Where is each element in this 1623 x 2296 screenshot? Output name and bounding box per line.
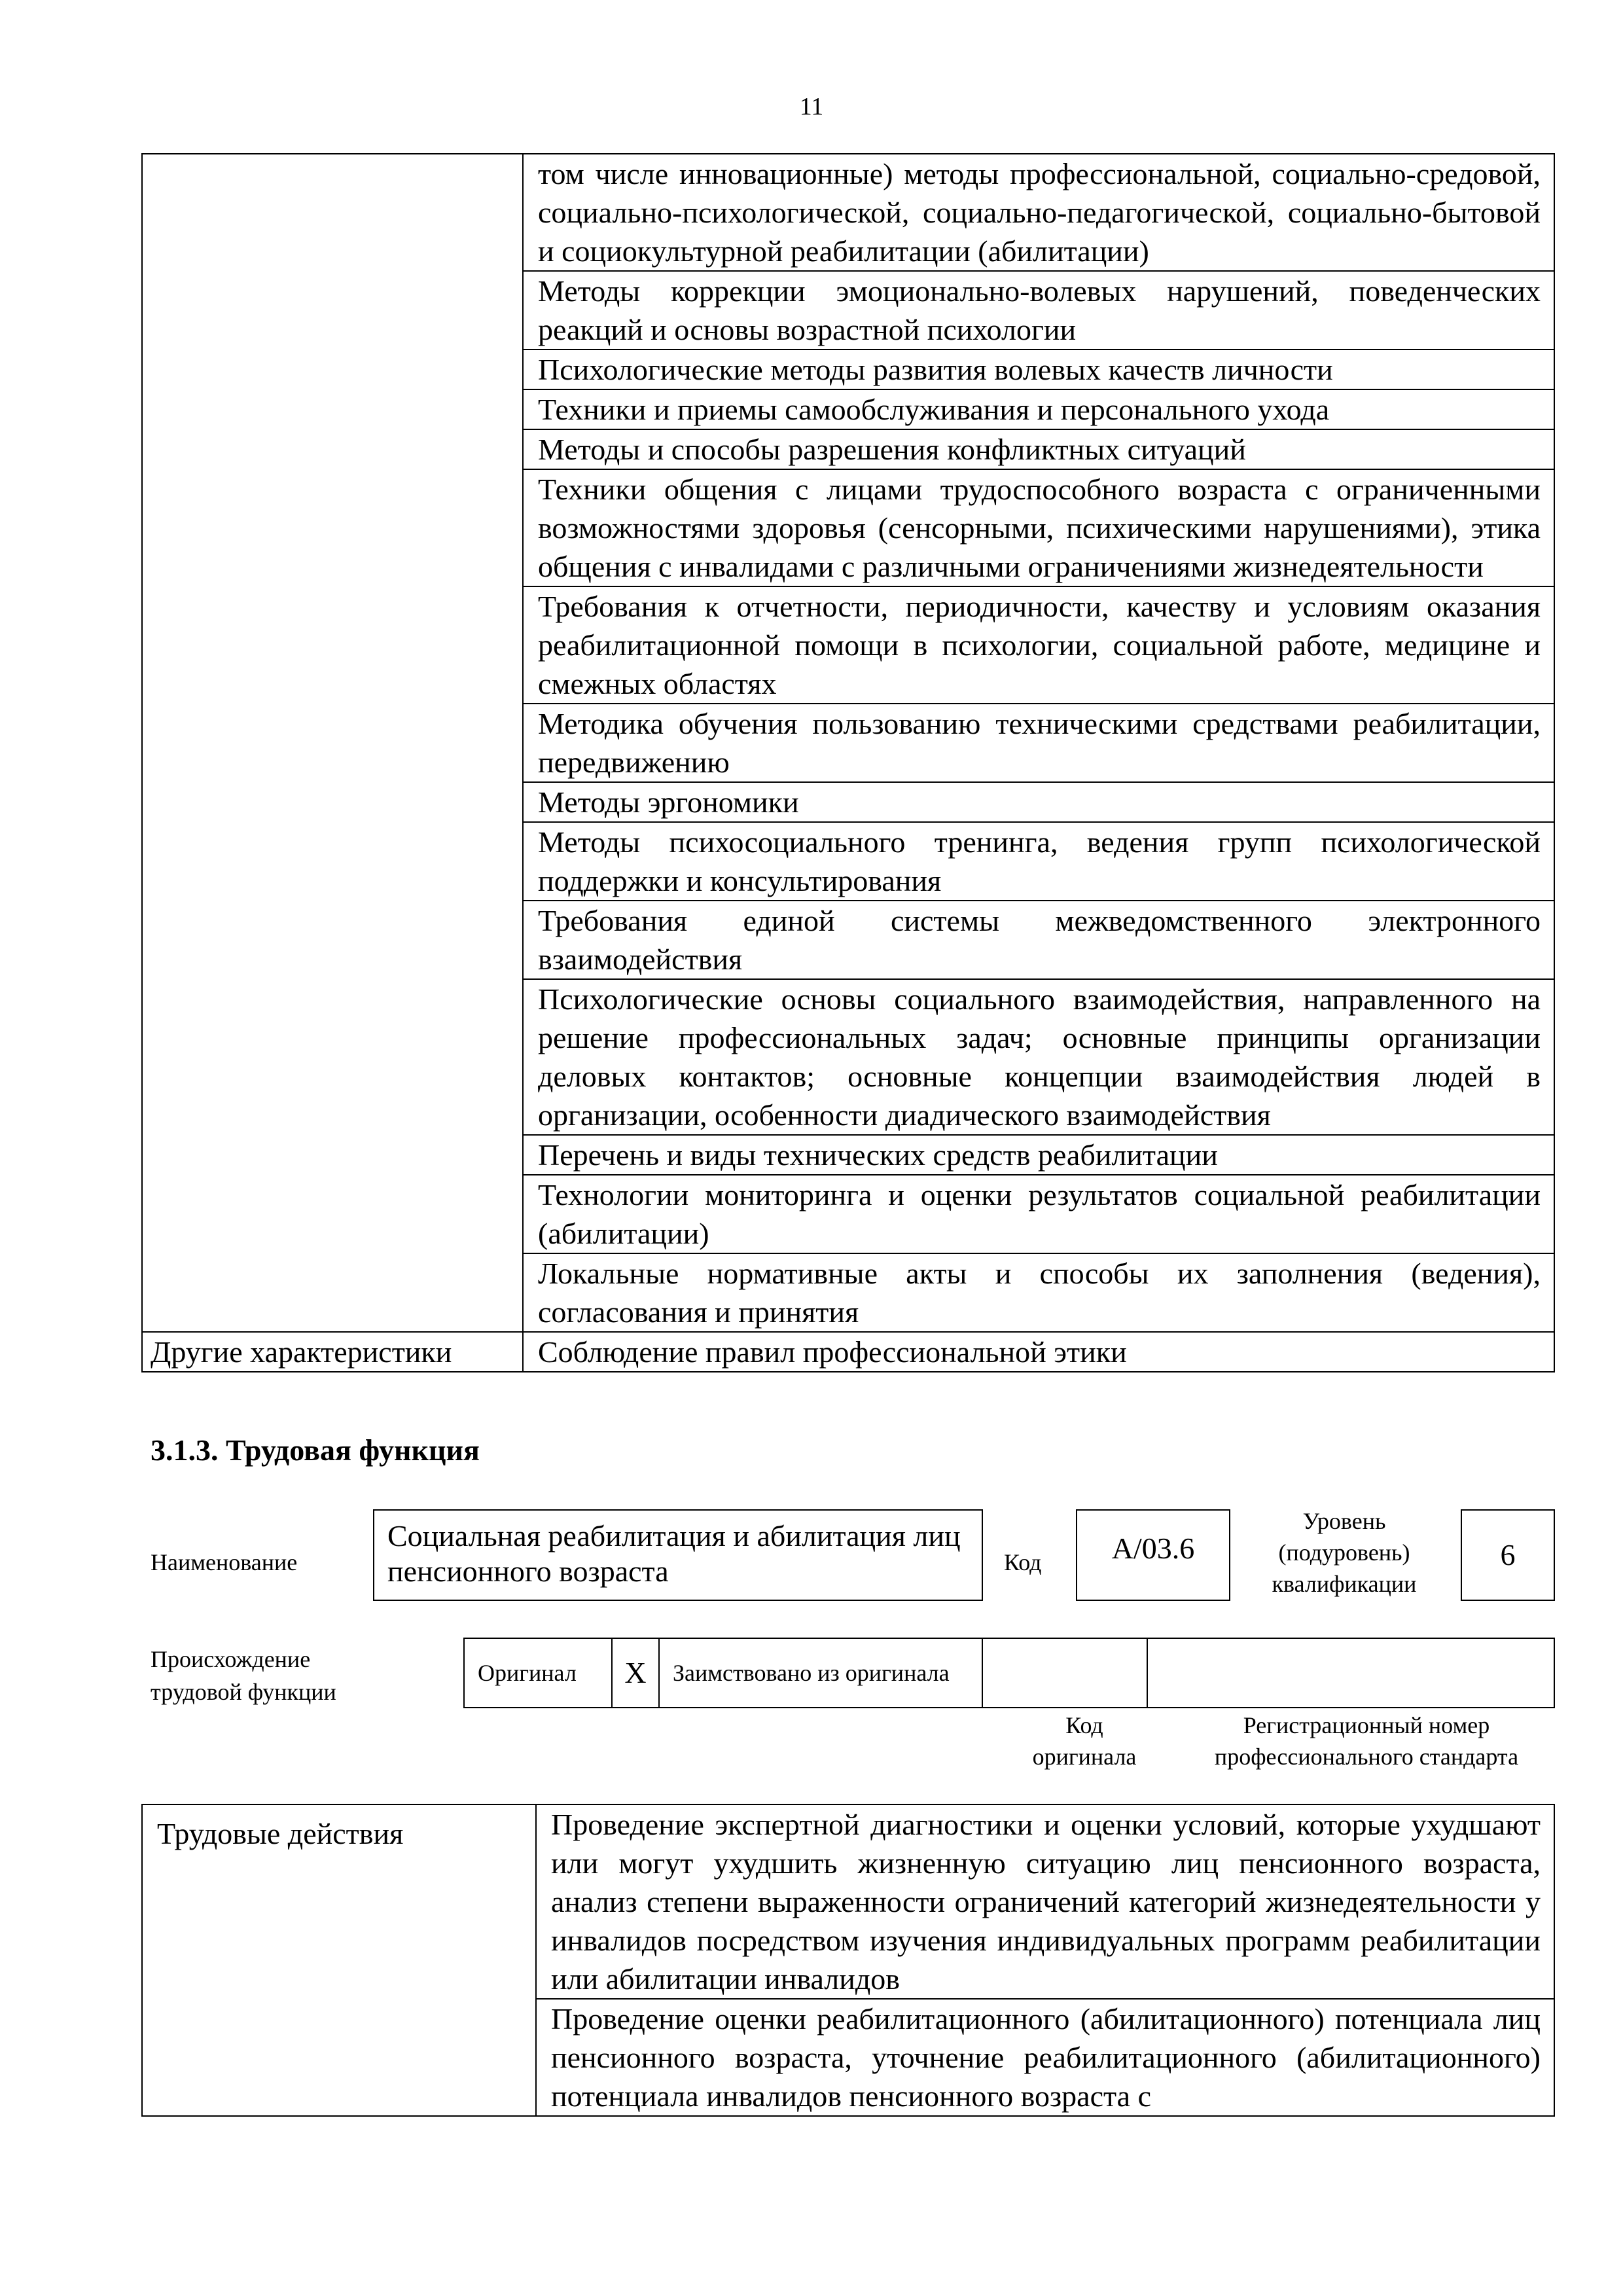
code-label: Код [1004,1549,1042,1575]
origin-label-line-1: Происхождение [151,1646,311,1672]
borrowed-label-cell: Заимствовано из оригинала [659,1638,982,1708]
original-label-cell: Оригинал [464,1638,612,1708]
name-label: Наименование [151,1549,298,1575]
original-code-caption-line-2: оригинала [1032,1744,1137,1770]
work-action-item: Проведение экспертной диагностики и оценки условий, которые ухудшают или могут ухудшить жизненную ситуацию лиц пенсионного возраста, анализ степени выраженности ограничений категорий жизнедеятельности у инвалидов посредством изучения индивидуальных программ реабилитации или абилитации инвалидов [536,1804,1554,1999]
origin-label-line-2: трудовой функции [151,1679,336,1705]
code-value-box: A/03.6 [1076,1509,1230,1601]
name-value-box: Социальная реабилитация и абилитация лиц пенсионного возраста [373,1509,983,1601]
work-actions-label: Трудовые действия [142,1804,536,2116]
registration-number-caption-line-2: профессионального стандарта [1214,1744,1519,1770]
original-mark-cell: X [612,1638,659,1708]
registration-number-caption-line-1: Регистрационный номер [1243,1712,1490,1738]
level-label [1243,1505,1445,1600]
knowledge-item: Технологии мониторинга и оценки результатов социальной реабилитации (абилитации) [523,1175,1554,1253]
original-code-caption [1003,1710,1166,1772]
knowledge-item: Техники и приемы самообслуживания и персонального ухода [523,389,1554,429]
knowledge-item: Психологические основы социального взаимодействия, направленного на решение профессиональных задач; основные принципы организации деловых контактов; основные концепции взаимодействия людей в организации, особенности диадического взаимодействия [523,979,1554,1135]
knowledge-item: Методы психосоциального тренинга, ведения групп психологической поддержки и консультирования [523,822,1554,901]
knowledge-item: Методы эргономики [523,782,1554,822]
knowledge-item: Методы коррекции эмоционально-волевых нарушений, поведенческих реакций и основы возрастной психологии [523,271,1554,350]
registration-number-cell [1147,1638,1554,1708]
knowledge-table [141,153,1555,1372]
knowledge-item: Требования к отчетности, периодичности, качеству и условиям оказания реабилитационной помощи в психологии, социальной работе, медицине и смежных областях [523,586,1554,704]
work-actions-table [141,1804,1555,2117]
level-label-line-1: Уровень [1302,1508,1386,1534]
original-code-cell [982,1638,1147,1708]
level-label-line-3: квалификации [1272,1571,1417,1597]
origin-table [463,1638,1555,1708]
table-row [142,154,1554,271]
knowledge-label-cell [142,154,523,1332]
page-number: 11 [799,93,824,120]
origin-label [151,1643,438,1708]
original-code-caption-line-1: Код [1065,1712,1103,1738]
section-title: 3.1.3. Трудовая функция [151,1433,480,1467]
knowledge-item: Локальные нормативные акты и способы их заполнения (ведения), согласования и принятия [523,1253,1554,1332]
knowledge-item: Требования единой системы межведомственного электронного взаимодействия [523,901,1554,979]
knowledge-item: Методика обучения пользованию техническими средствами реабилитации, передвижению [523,704,1554,782]
level-value-box: 6 [1461,1509,1555,1601]
knowledge-item: Техники общения с лицами трудоспособного возраста с ограниченными возможностями здоровья (сенсорными, психическими нарушениями), этика общения с инвалидами с различными ограничениями жизнедеятельности [523,469,1554,586]
work-action-item: Проведение оценки реабилитационного (абилитационного) потенциала лиц пенсионного возраста, уточнение реабилитационного (абилитационного) потенциала инвалидов пенсионного возраста с [536,1999,1554,2116]
knowledge-item: Перечень и виды технических средств реабилитации [523,1135,1554,1175]
level-label-line-2: (подуровень) [1278,1539,1410,1566]
table-row [142,1804,1554,1999]
table-row [142,1332,1554,1372]
knowledge-item: Методы и способы разрешения конфликтных ситуаций [523,429,1554,469]
knowledge-item: том числе инновационные) методы профессиональной, социально-средовой, социально-психологической, социально-педагогической, социально-бытовой и социокультурной реабилитации (абилитации) [523,154,1554,271]
table-row [464,1638,1554,1708]
registration-number-caption [1178,1710,1555,1772]
other-characteristics-value: Соблюдение правил профессиональной этики [523,1332,1554,1372]
other-characteristics-label: Другие характеристики [142,1332,523,1372]
knowledge-item: Психологические методы развития волевых качеств личности [523,350,1554,389]
